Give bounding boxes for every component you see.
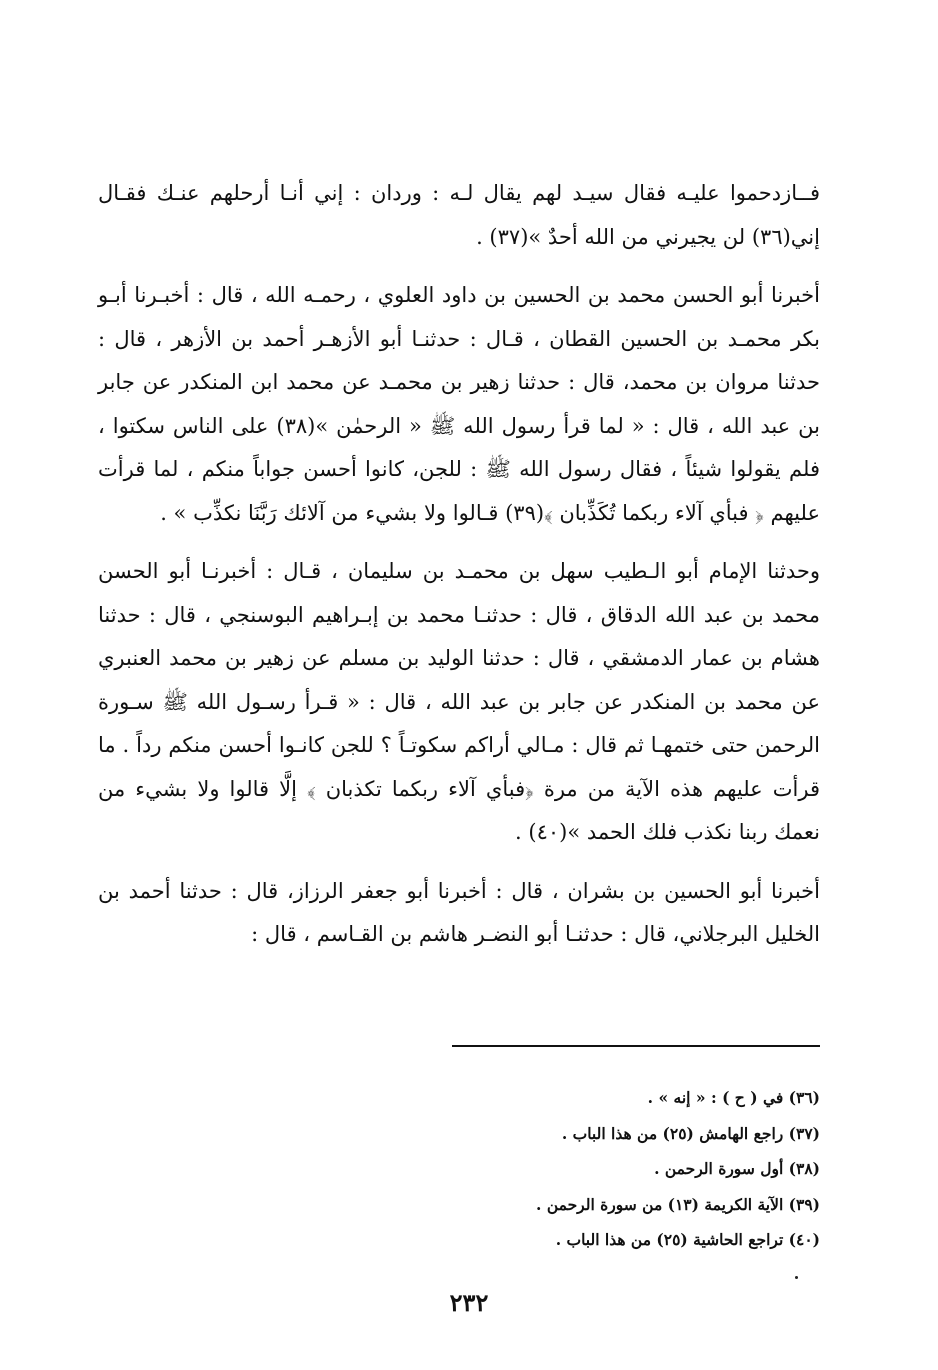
paragraph-2: أخبرنا أبو الحسن محمد بن الحسين بن داود العلوي ، رحمـه الله ، قال : أخبـرنا أبـو بكر محمـد بن الحسين القطان ، قـال : حدثنـا أبو الأزهـر أحمد بن الأزهر ، قال : حدثنا مروان بن محمد، قال : حدثنا زهير بن محمـد عن محمد ابن المنكدر عن جابر بن عبد الله ، قال : « لما قرأ رسول الله ﷺ « الرحمٰن »(٣٨) على الناس سكتوا ، فلم يقولوا شيئاً ، فقال رسول الله ﷺ : للجن، كانوا أحسن جواباً منكم ، لما قرأت عليهم ﴿ فبأي آلاء ربكما تُكَذِّبان ﴾(٣٩) قـالوا ولا بشيء من آلائك رَبَّنَا نكذِّب » . (98, 283, 820, 525)
footnote-39: (٣٩) الآية الكريمة (١٣) من سورة الرحمن . (536, 1194, 820, 1214)
stray-dot (795, 1276, 798, 1279)
footnote-37: (٣٧) راجع الهامش (٢٥) من هذا الباب . (561, 1123, 820, 1143)
footnotes (100, 1080, 820, 1258)
paragraph-3: وحدثنا الإمام أبو الـطيب سهل بن محمـد بن سليمان ، قـال : أخبرنـا أبو الحسن محمد بن عبد الله الدقاق ، قال : حدثنـا محمد بن إبـراهيم البوسنجي ، قال : حدثنا هشام بن عمار الدمشقي ، قال : حدثنا الوليد بن مسلم عن زهير بن محمد العنبري عن محمد بن المنكدر عن جابر بن عبد الله ، قال : « قـرأ رسـول الله ﷺ سـورة الرحمن حتى ختمهـا ثم قال : مـالي أراكم سكوتـاً ؟ للجن كانـوا أحسن منكم رداً . ما قرأت عليهم هذه الآية من مرة ﴿فبأي آلاء ربكما تكذبان ﴾ إلَّا قالوا ولا بشيء من نعمك ربنا نكذب فلك الحمد »(٤٠) . (98, 559, 820, 844)
footnote-36: (٣٦) في ( ح ) : « إنه » . (647, 1088, 820, 1107)
main-text (98, 172, 820, 957)
paragraph-1: فــازدحموا عليـه فقال سيـد لهم يقال لـه : وردان : إني أنـا أرحلهم عنـك فقـال إني(٣٦) لن يجيرني من الله أحدٌ »(٣٧) . (98, 181, 820, 249)
page-number: ٢٣٢ (449, 1288, 489, 1317)
paragraph-4: أخبرنا أبو الحسين بن بشران ، قال : أخبرنا أبو جعفر الرزاز، قال : حدثنا أحمد بن الخليل البرجلاني، قال : حدثنـا أبو النضـر هاشم بن القـاسم ، قال : (98, 878, 820, 946)
footnote-40: (٤٠) تراجع الحاشية (٢٥) من هذا الباب . (555, 1230, 820, 1249)
footnote-separator (452, 1045, 820, 1047)
footnote-38: (٣٨) أول سورة الرحمن . (654, 1159, 820, 1178)
